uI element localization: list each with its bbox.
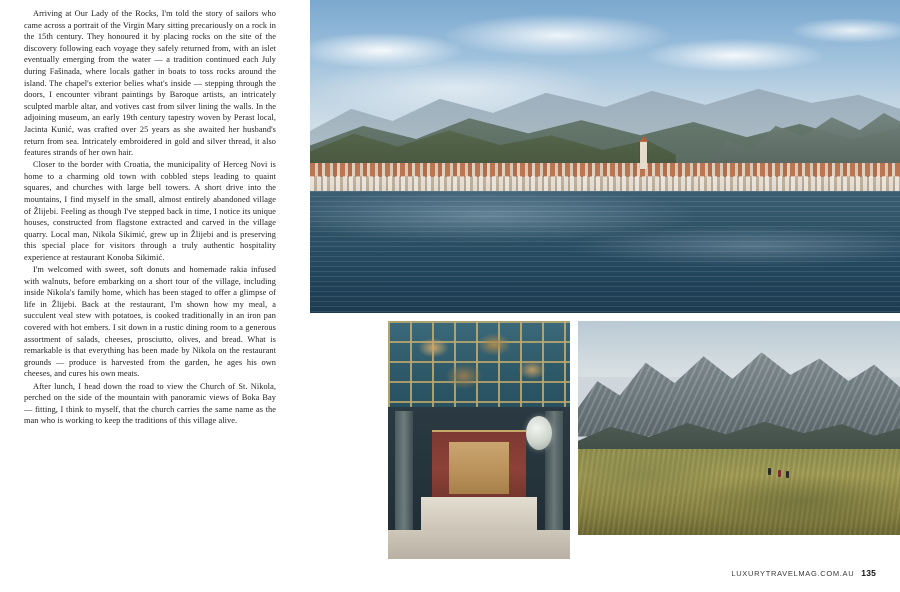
church-painted-ceiling — [388, 321, 570, 411]
article-paragraph-4: After lunch, I head down the road to view the Church of St. Nikola, perched on the side of the mountain with panoramic views of Boka Bay — fitting, I think to myself, that the church carries the same name as the man who is working to keep the traditions of this village alive. — [24, 381, 276, 426]
page-footer — [731, 568, 876, 578]
article-paragraph-2: Closer to the border with Croatia, the municipality of Herceg Novi is home to a charming old town with cobbled steps leading to quaint squares, and churches with large bell towers. A short drive into the mountains, I find myself in the small, almost entirely abandoned village of Žlijebi. Feeling as though I've stepped back in time, I notice its unique houses, constructed from flagstone extracted and carved in the village quarry. Local man, Nikola Sikimić, grew up in Žlijebi and is preserving this special place for visitors through a truly authentic hospitality experience at restaurant Konoba Sikimić. — [24, 160, 276, 262]
hero-coastal-town — [310, 163, 900, 194]
mountain-grassy-slope — [578, 449, 900, 535]
article-paragraph-1: Arriving at Our Lady of the Rocks, I'm told the story of sailors who came across a portrait of the Virgin Mary sitting precariously on a rock in the 15th century. They honoured it by placing rocks on the site of the discovery following each voyage they safely returned from, with an islet eventually emerging from the water — a tradition continued each July during Fašinada, where locals gather in boats to toss rocks around the island. The chapel's exterior belies what's inside — stepping through the doors, I encounter vibrant paintings by Baroque artists, an intricately sculpted marble altar, and votives cast from silver lining the walls. In the adjoining museum, an early 19th century tapestry woven by Perast local, Jacinta Kunić, was crafted over 25 years as she awaited her husband's return from sea. Intricately embroidered in gold and silver thread, it also features strands of her own hair. — [24, 9, 276, 158]
hero-bell-tower — [640, 141, 647, 169]
church-oval-window — [526, 416, 552, 450]
footer-website-url: LUXURYTRAVELMAG.COM.AU — [731, 569, 855, 578]
hiker-figure — [786, 471, 789, 478]
hiker-figure — [778, 470, 781, 477]
footer-page-number: 135 — [861, 568, 876, 578]
mountain-sky — [578, 321, 900, 377]
church-interior-photo — [388, 321, 570, 559]
hero-sea — [310, 191, 900, 313]
hiker-figure — [768, 468, 771, 475]
mountain-hikers-photo — [578, 321, 900, 535]
article-text-column — [24, 8, 276, 528]
perast-bay-panorama-photo — [310, 0, 900, 313]
article-paragraph-3: I'm welcomed with sweet, soft donuts and homemade rakia infused with walnuts, before embarking on a short tour of the village, including inside Nikola's family home, which has been staged to offer a glimpse of life in Žlijebi. Back at the restaurant, I'm shown how my meal, a succulent veal stew with potatoes, is cooked traditionally in an iron pan covered with hot embers. I sit down in a rustic dining room to a generous assortment of salads, cheeses, prosciutto, olives, and bread. What is remarkable is that everything has been made by Nikola on the restaurant grounds — produce is harvested from the garden, he ages his own cheeses, and cures his own meats. — [24, 265, 276, 379]
church-left-pillar — [395, 411, 413, 540]
church-floor — [388, 530, 570, 559]
